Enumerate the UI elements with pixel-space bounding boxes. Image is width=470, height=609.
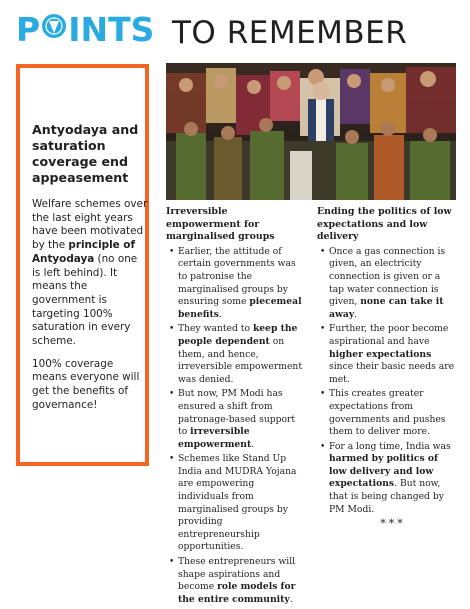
points-letters-ints: INTS [68,10,155,49]
list-bold-text: keep the people dependent [178,323,298,347]
sidebox-paragraph-1 [32,198,148,349]
list-bold-text: piecemeal benefits [178,296,302,320]
antyodaya-sidebox [16,64,149,466]
list-bold-text: harmed by politics of low delivery and low expectations [329,453,438,490]
list-item [166,556,304,606]
section-end-stars: *** [380,517,406,531]
list-bold-text: role models for the entire community [178,581,296,605]
points-letter-p: P [16,10,41,49]
list-text: Schemes like Stand Up India and MUDRA Yojana are empowering individuals from marginalised groups by providing entrepreneurship opportunities. [178,453,297,553]
list-text: . [354,308,358,320]
list-text: They wanted to [178,323,253,335]
list-item [317,388,457,438]
sidebox-bold-text: principle of Antyodaya [32,239,135,265]
right-column-list [317,246,457,516]
list-item [166,453,304,554]
list-text: . But now, that is being changed by PM Modi. [329,478,444,515]
right-column [317,206,457,531]
left-column-list [166,246,304,607]
list-item [166,246,304,322]
list-text: Once a gas connection is given, an electricity connection is given or a tap water connection is given, [329,245,446,308]
list-text: For a long time, India was [329,440,451,452]
location-pin-icon [40,13,68,43]
list-text: . [251,438,255,450]
list-text: . [289,593,293,605]
sidebox-body [32,198,148,422]
list-text: Further, the poor become aspirational and have [329,323,449,347]
sidebox-paragraph-2: 100% coverage means everyone will get the benefits of governance! [32,357,140,411]
list-item [317,441,457,517]
sidebox-title: Antyodaya and saturation coverage end appeasement [32,122,139,185]
list-bold-text: higher expectations [329,348,432,360]
list-bold-text: none can take it away [329,296,444,320]
page-header [14,8,460,52]
photo-crowd-event [166,63,456,200]
header-title-remember: TO REMEMBER [172,15,408,51]
event-photo [166,63,456,200]
list-item [317,246,457,322]
list-item [317,323,457,386]
list-item [166,388,304,451]
list-text: Earlier, the attitude of certain governments was to patronise the marginalised groups by ensuring some [178,245,296,308]
list-text: . [218,308,222,320]
right-column-heading: Ending the politics of low expectations and low delivery [317,206,452,243]
left-column-heading: Irreversible empowerment for marginalised groups [166,206,275,243]
sidebox-text: (no one is left behind). It means the government is targeting 100% saturation in every scheme. [32,252,138,348]
left-column [166,206,304,608]
list-text: on them, and hence, irreversible empowerment was denied. [178,335,303,385]
sidebox-text: Welfare schemes over the last eight years have been motivated by the [32,198,148,252]
list-text: This creates greater expectations from governments and pushes them to deliver more. [329,388,446,438]
points-logo-word [16,12,154,48]
list-item [166,323,304,386]
list-text: These entrepreneurs will shape aspirations and become [178,556,296,593]
list-text: But now, PM Modi has ensured a shift from patronage-based support to [178,388,296,438]
list-bold-text: irreversible empowerment [178,426,252,450]
list-text: since their basic needs are met. [329,361,455,385]
